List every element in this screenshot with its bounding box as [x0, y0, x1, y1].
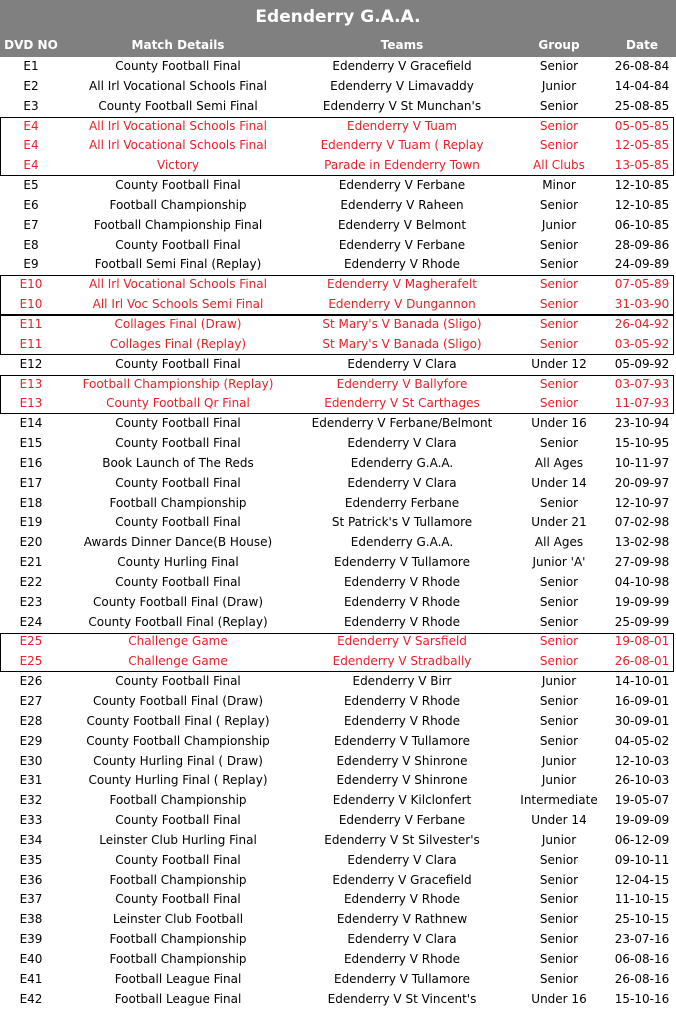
cell-dvd-no: E11	[19, 336, 43, 351]
cell-dvd-no: E27	[19, 694, 43, 708]
cell-dvd-no: E29	[19, 733, 43, 748]
cell-dvd-no: E1	[23, 59, 39, 73]
cell-match-details: Collages Final (Replay)	[109, 336, 247, 351]
cell-group: Senior	[539, 197, 579, 212]
cell-teams: Edenderry V Rhode	[343, 694, 461, 708]
cell-group: Senior	[539, 316, 579, 331]
cell-dvd-no: E8	[23, 237, 39, 252]
cell-teams: Parade in Edenderry Town	[324, 158, 480, 173]
cell-match-details: Football Championship	[109, 495, 247, 510]
cell-match-details: Leinster Club Football	[112, 912, 244, 927]
cell-dvd-no: E4	[23, 138, 39, 153]
cell-match-details: Awards Dinner Dance(B House)	[83, 535, 273, 550]
cell-dvd-no: E6	[23, 197, 39, 212]
cell-date: 27-09-98	[614, 555, 670, 570]
table-row	[0, 355, 676, 375]
cell-dvd-no: E13	[19, 376, 43, 391]
table-row	[0, 375, 676, 395]
cell-group: Senior	[539, 694, 579, 708]
cell-group: Senior	[539, 297, 579, 312]
cell-group: Under 16	[531, 416, 587, 431]
cell-match-details: County Football Final (Draw)	[92, 594, 264, 609]
cell-match-details: County Football Final	[115, 813, 241, 828]
cell-group: Senior	[539, 118, 579, 133]
cell-date: 03-05-92	[614, 336, 670, 351]
table-row	[0, 692, 676, 712]
cell-teams: Edenderry V Gracefield	[332, 872, 472, 887]
cell-date: 25-10-15	[614, 912, 670, 927]
cell-dvd-no: E13	[19, 396, 43, 411]
cell-dvd-no: E16	[19, 455, 43, 470]
table-row	[0, 890, 676, 910]
cell-group: Senior	[539, 932, 579, 947]
header-dvd-no: DVD NO	[4, 38, 58, 52]
cell-group: All Ages	[534, 535, 584, 550]
cell-teams: Edenderry V Birr	[352, 674, 452, 689]
cell-match-details: County Football Final (Draw)	[92, 694, 264, 708]
cell-group: Senior	[539, 257, 579, 272]
cell-match-details: County Hurling Final ( Draw)	[93, 753, 263, 768]
cell-dvd-no: E9	[23, 257, 39, 272]
table-row	[0, 513, 676, 533]
cell-group: Junior	[541, 78, 577, 93]
cell-match-details: County Football Final	[115, 356, 241, 371]
cell-date: 11-10-15	[614, 892, 670, 907]
cell-teams: Edenderry V Rathnew	[336, 912, 468, 927]
cell-teams: Edenderry V St Carthages	[324, 396, 480, 411]
cell-match-details: County Football Final	[115, 515, 241, 530]
table-row	[0, 533, 676, 553]
cell-date: 15-10-95	[614, 436, 670, 451]
cell-teams: Edenderry V Shinrone	[336, 773, 468, 788]
table-row	[0, 136, 676, 156]
cell-group: Junior 'A'	[532, 555, 586, 570]
cell-group: Under 12	[531, 356, 587, 371]
cell-date: 19-08-01	[614, 634, 670, 649]
sheet-title: Edenderry G.A.A.	[0, 0, 676, 33]
cell-match-details: Challenge Game	[128, 634, 228, 649]
cell-teams: Edenderry V Sarsfield	[337, 634, 467, 649]
cell-date: 23-07-16	[614, 932, 670, 947]
table-row	[0, 652, 676, 672]
cell-teams: Edenderry V Rhode	[343, 574, 461, 589]
cell-match-details: Football Championship	[109, 197, 247, 212]
cell-group: Senior	[539, 733, 579, 748]
cell-teams: Edenderry V Rhode	[343, 257, 461, 272]
cell-date: 19-09-09	[614, 813, 670, 828]
cell-dvd-no: E26	[19, 674, 43, 689]
cell-date: 28-09-86	[614, 237, 670, 252]
cell-group: Senior	[539, 614, 579, 629]
cell-match-details: Collages Final (Draw)	[114, 316, 242, 331]
table-row	[0, 414, 676, 434]
cell-group: Senior	[539, 912, 579, 927]
cell-date: 31-03-90	[614, 297, 670, 312]
cell-teams: Edenderry V Magherafelt	[326, 277, 478, 292]
table-row	[0, 970, 676, 990]
cell-group: Minor	[542, 178, 576, 193]
cell-date: 05-05-85	[614, 118, 670, 133]
cell-date: 16-09-01	[614, 694, 670, 708]
cell-teams: Edenderry V Limavaddy	[330, 78, 474, 93]
cell-teams: St Patrick's V Tullamore	[331, 515, 473, 530]
table-row	[0, 871, 676, 891]
header-match-details: Match Details	[131, 38, 225, 52]
cell-teams: Edenderry V Tuam ( Replay	[320, 138, 484, 153]
table-row	[0, 990, 676, 1010]
cell-group: Senior	[539, 336, 579, 351]
cell-date: 26-08-16	[614, 971, 670, 986]
cell-group: Junior	[541, 217, 577, 232]
cell-match-details: Book Launch of The Reds	[102, 455, 254, 470]
cell-teams: Edenderry V Rhode	[343, 892, 461, 907]
cell-dvd-no: E20	[19, 535, 43, 550]
cell-group: Junior	[541, 773, 577, 788]
cell-group: Senior	[539, 376, 579, 391]
cell-match-details: Victory	[157, 158, 199, 173]
cell-date: 25-09-99	[614, 614, 670, 629]
cell-dvd-no: E2	[23, 78, 39, 93]
table-row	[0, 335, 676, 355]
cell-match-details: All Irl Vocational Schools Final	[89, 138, 267, 153]
cell-dvd-no: E38	[19, 912, 43, 927]
cell-group: Senior	[539, 237, 579, 252]
table-row	[0, 434, 676, 454]
table-row	[0, 57, 676, 77]
table-row	[0, 950, 676, 970]
cell-match-details: County Football Final ( Replay)	[86, 713, 270, 728]
cell-match-details: Football Championship	[109, 932, 247, 947]
cell-dvd-no: E25	[19, 634, 43, 649]
cell-group: Senior	[539, 138, 579, 153]
cell-teams: Edenderry V Shinrone	[336, 753, 468, 768]
cell-match-details: Football Championship	[109, 793, 247, 808]
cell-group: Senior	[539, 59, 579, 73]
cell-teams: Edenderry V Stradbally	[332, 654, 472, 669]
cell-teams: Edenderry V Clara	[347, 436, 457, 451]
cell-group: Senior	[539, 654, 579, 669]
cell-date: 10-11-97	[614, 455, 670, 470]
cell-date: 12-10-85	[614, 178, 670, 193]
cell-date: 24-09-89	[614, 257, 670, 272]
header-group: Group	[538, 38, 580, 52]
cell-teams: Edenderry V Raheen	[340, 197, 464, 212]
cell-teams: Edenderry V Tuam	[347, 118, 457, 133]
table-row	[0, 791, 676, 811]
cell-group: Senior	[539, 594, 579, 609]
cell-teams: Edenderry V Kilclonfert	[332, 793, 472, 808]
cell-teams: Edenderry V St Silvester's	[324, 832, 480, 847]
cell-match-details: County Football Final	[115, 416, 241, 431]
cell-date: 11-07-93	[614, 396, 670, 411]
table-row	[0, 117, 676, 137]
cell-match-details: All Irl Vocational Schools Final	[89, 78, 267, 93]
cell-dvd-no: E3	[23, 98, 39, 113]
cell-teams: Edenderry V St Munchan's	[322, 98, 482, 113]
cell-match-details: County Football Qr Final	[106, 396, 250, 411]
table-row	[0, 752, 676, 772]
table-row	[0, 831, 676, 851]
cell-dvd-no: E5	[23, 178, 39, 193]
cell-match-details: County Football Final	[115, 852, 241, 867]
cell-dvd-no: E19	[19, 515, 43, 530]
cell-date: 26-08-01	[614, 654, 670, 669]
cell-date: 26-08-84	[614, 59, 670, 73]
header-teams: Teams	[380, 38, 424, 52]
cell-date: 19-05-07	[614, 793, 670, 808]
cell-teams: Edenderry V Rhode	[343, 951, 461, 966]
cell-dvd-no: E42	[19, 991, 43, 1006]
cell-match-details: County Football Final	[115, 237, 241, 252]
cell-match-details: Football League Final	[114, 991, 242, 1006]
cell-match-details: County Football Final	[115, 59, 241, 73]
cell-match-details: County Football Final	[115, 892, 241, 907]
cell-teams: Edenderry V Tullamore	[333, 971, 470, 986]
cell-group: Under 14	[531, 813, 587, 828]
table-row	[0, 930, 676, 950]
cell-dvd-no: E35	[19, 852, 43, 867]
cell-dvd-no: E25	[19, 654, 43, 669]
table-row	[0, 315, 676, 335]
cell-date: 15-10-16	[614, 991, 670, 1006]
cell-teams: Edenderry V Clara	[347, 356, 457, 371]
table-row	[0, 494, 676, 514]
cell-match-details: Football Championship (Replay)	[82, 376, 274, 391]
cell-match-details: Leinster Club Hurling Final	[99, 832, 257, 847]
table-row	[0, 236, 676, 256]
cell-teams: Edenderry V Gracefield	[332, 59, 472, 73]
table-row	[0, 632, 676, 652]
cell-date: 05-09-92	[614, 356, 670, 371]
cell-date: 12-05-85	[614, 138, 670, 153]
cell-dvd-no: E37	[19, 892, 43, 907]
cell-teams: Edenderry V St Vincent's	[327, 991, 477, 1006]
cell-match-details: County Hurling Final	[117, 555, 239, 570]
cell-group: Senior	[539, 436, 579, 451]
table-row	[0, 77, 676, 97]
cell-match-details: County Football Final	[115, 674, 241, 689]
table-row	[0, 672, 676, 692]
cell-date: 14-04-84	[614, 78, 670, 93]
cell-date: 13-05-85	[614, 158, 670, 173]
cell-dvd-no: E21	[19, 555, 43, 570]
cell-match-details: County Football Final	[115, 436, 241, 451]
cell-group: All Clubs	[533, 158, 585, 173]
cell-match-details: Football League Final	[114, 971, 242, 986]
cell-date: 23-10-94	[614, 416, 670, 431]
cell-match-details: All Irl Vocational Schools Final	[89, 277, 267, 292]
cell-group: Senior	[539, 852, 579, 867]
table-row	[0, 216, 676, 236]
cell-teams: Edenderry V Belmont	[337, 217, 467, 232]
cell-date: 06-10-85	[614, 217, 670, 232]
table-row	[0, 811, 676, 831]
table-row	[0, 474, 676, 494]
cell-date: 12-10-97	[614, 495, 670, 510]
table-row	[0, 573, 676, 593]
cell-match-details: County Football Semi Final	[98, 98, 258, 113]
cell-group: Senior	[539, 495, 579, 510]
cell-group: Senior	[539, 971, 579, 986]
cell-match-details: Football Championship	[109, 951, 247, 966]
cell-match-details: County Football Championship	[86, 733, 270, 748]
cell-match-details: All Irl Vocational Schools Final	[89, 118, 267, 133]
table-row	[0, 196, 676, 216]
table-row	[0, 732, 676, 752]
cell-teams: Edenderry V Rhode	[343, 594, 461, 609]
cell-date: 20-09-97	[614, 475, 670, 490]
cell-date: 07-02-98	[614, 515, 670, 530]
cell-dvd-no: E18	[19, 495, 43, 510]
cell-teams: Edenderry V Ferbane	[338, 178, 466, 193]
cell-match-details: Football Semi Final (Replay)	[94, 257, 262, 272]
table-row	[0, 851, 676, 871]
cell-dvd-no: E12	[19, 356, 43, 371]
cell-teams: St Mary's V Banada (Sligo)	[322, 316, 482, 331]
cell-date: 04-10-98	[614, 574, 670, 589]
cell-dvd-no: E17	[19, 475, 43, 490]
cell-match-details: Football Championship Final	[93, 217, 263, 232]
cell-teams: Edenderry V Dungannon	[328, 297, 476, 312]
cell-date: 12-10-03	[614, 753, 670, 768]
cell-dvd-no: E34	[19, 832, 43, 847]
table-row	[0, 156, 676, 176]
cell-dvd-no: E24	[19, 614, 43, 629]
header-date: Date	[626, 38, 658, 52]
table-row	[0, 593, 676, 613]
cell-date: 14-10-01	[614, 674, 670, 689]
cell-dvd-no: E7	[23, 217, 39, 232]
cell-match-details: County Football Final (Replay)	[88, 614, 268, 629]
cell-date: 06-12-09	[614, 832, 670, 847]
cell-teams: Edenderry V Rhode	[343, 713, 461, 728]
cell-dvd-no: E4	[23, 118, 39, 133]
cell-group: Senior	[539, 892, 579, 907]
cell-dvd-no: E10	[19, 297, 43, 312]
cell-dvd-no: E33	[19, 813, 43, 828]
cell-group: Junior	[541, 832, 577, 847]
cell-teams: Edenderry V Ferbane	[338, 813, 466, 828]
cell-teams: Edenderry Ferbane	[344, 495, 460, 510]
cell-group: Senior	[539, 713, 579, 728]
cell-match-details: County Football Final	[115, 178, 241, 193]
cell-group: Senior	[539, 951, 579, 966]
table-row	[0, 613, 676, 633]
cell-dvd-no: E31	[19, 773, 43, 788]
cell-dvd-no: E22	[19, 574, 43, 589]
cell-dvd-no: E23	[19, 594, 43, 609]
cell-group: Senior	[539, 277, 579, 292]
cell-match-details: Challenge Game	[128, 654, 228, 669]
table-row	[0, 176, 676, 196]
cell-teams: Edenderry V Clara	[347, 475, 457, 490]
cell-group: Junior	[541, 674, 577, 689]
cell-group: Senior	[539, 574, 579, 589]
cell-dvd-no: E10	[19, 277, 43, 292]
cell-date: 13-02-98	[614, 535, 670, 550]
cell-teams: Edenderry V Tullamore	[333, 555, 470, 570]
cell-date: 03-07-93	[614, 376, 670, 391]
cell-date: 09-10-11	[614, 852, 670, 867]
cell-date: 07-05-89	[614, 277, 670, 292]
cell-teams: Edenderry G.A.A.	[350, 455, 454, 470]
cell-group: Under 16	[531, 991, 587, 1006]
cell-teams: St Mary's V Banada (Sligo)	[322, 336, 482, 351]
cell-group: Under 21	[531, 515, 587, 530]
cell-dvd-no: E15	[19, 436, 43, 451]
cell-dvd-no: E36	[19, 872, 43, 887]
cell-group: Senior	[539, 872, 579, 887]
cell-teams: Edenderry V Ballyfore	[336, 376, 468, 391]
table-row	[0, 295, 676, 315]
cell-date: 12-04-15	[614, 872, 670, 887]
cell-teams: Edenderry V Rhode	[343, 614, 461, 629]
cell-group: Senior	[539, 396, 579, 411]
table-row	[0, 771, 676, 791]
cell-date: 25-08-85	[614, 98, 670, 113]
cell-group: Intermediate	[520, 793, 598, 808]
cell-date: 04-05-02	[614, 733, 670, 748]
cell-group: Senior	[539, 98, 579, 113]
cell-match-details: County Hurling Final ( Replay)	[88, 773, 268, 788]
cell-group: All Ages	[534, 455, 584, 470]
cell-date: 30-09-01	[614, 713, 670, 728]
cell-dvd-no: E11	[19, 316, 43, 331]
table-row	[0, 454, 676, 474]
cell-teams: Edenderry V Tullamore	[333, 733, 470, 748]
cell-date: 06-08-16	[614, 951, 670, 966]
cell-teams: Edenderry G.A.A.	[350, 535, 454, 550]
cell-dvd-no: E41	[19, 971, 43, 986]
cell-dvd-no: E32	[19, 793, 43, 808]
table-row	[0, 255, 676, 275]
cell-dvd-no: E40	[19, 951, 43, 966]
cell-date: 26-10-03	[614, 773, 670, 788]
cell-teams: Edenderry V Ferbane	[338, 237, 466, 252]
table-row	[0, 97, 676, 117]
cell-dvd-no: E30	[19, 753, 43, 768]
cell-group: Senior	[539, 634, 579, 649]
cell-group: Junior	[541, 753, 577, 768]
cell-teams: Edenderry V Clara	[347, 932, 457, 947]
cell-dvd-no: E4	[23, 158, 39, 173]
cell-date: 12-10-85	[614, 197, 670, 212]
cell-dvd-no: E39	[19, 932, 43, 947]
table-row	[0, 275, 676, 295]
cell-match-details: All Irl Voc Schools Semi Final	[92, 297, 264, 312]
cell-teams: Edenderry V Ferbane/Belmont	[311, 416, 493, 431]
cell-group: Under 14	[531, 475, 587, 490]
cell-date: 19-09-99	[614, 594, 670, 609]
table-row	[0, 394, 676, 414]
table-row	[0, 553, 676, 573]
cell-date: 26-04-92	[614, 316, 670, 331]
table-row	[0, 910, 676, 930]
cell-match-details: Football Championship	[109, 872, 247, 887]
cell-match-details: County Football Final	[115, 574, 241, 589]
table-body	[0, 57, 676, 1010]
cell-dvd-no: E28	[19, 713, 43, 728]
cell-match-details: County Football Final	[115, 475, 241, 490]
cell-teams: Edenderry V Clara	[347, 852, 457, 867]
header-row	[0, 33, 676, 57]
table-row	[0, 712, 676, 732]
cell-dvd-no: E14	[19, 416, 43, 431]
